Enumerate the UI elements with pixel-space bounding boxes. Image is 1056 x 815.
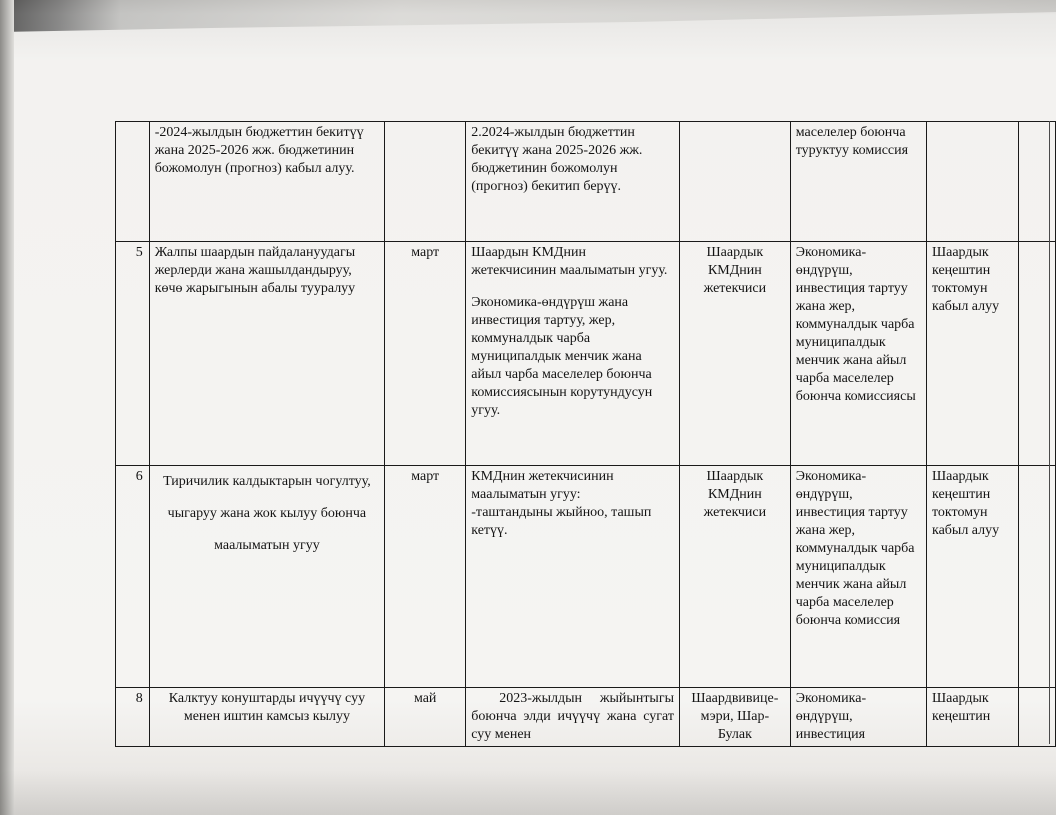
month-cell: март	[385, 466, 466, 688]
action-text-2: -таштандыны жыйноо, ташып кетүү.	[471, 505, 652, 538]
row-number: 8	[116, 688, 150, 747]
action-cell	[466, 466, 680, 688]
responsible-cell: Шаардвивице-мэри, Шар-Булак	[680, 688, 791, 747]
commission-cell: маселелер боюнча туруктуу комиссия	[790, 122, 926, 242]
responsible-cell	[680, 122, 791, 242]
scan-right-rule	[1049, 121, 1050, 744]
table-row	[116, 688, 1056, 747]
row-number: 5	[116, 242, 150, 466]
action-cell	[466, 688, 680, 747]
action-text: 2.2024-жылдын бюджеттин бекитүү жана 2025-2026 жж. бюджетинин божомолун (прогноз) бекитип берүү.	[471, 125, 643, 194]
plan-table	[115, 121, 1056, 747]
action-text: Шаардын КМДнин жетекчисинин маалыматын угуу.	[471, 245, 668, 278]
responsible-cell: Шаардык КМДнин жетекчиси	[680, 242, 791, 466]
month-cell	[385, 122, 466, 242]
action-text-2: Экономика-өндүрүш жана инвестиция тартуу, жер, коммуналдык чарба муниципалдык менчик жана айыл чарба маселелер боюнча комиссиясынын корутундусун угуу.	[471, 295, 653, 418]
responsible-cell: Шаардык КМДнин жетекчиси	[680, 466, 791, 688]
row-number	[116, 122, 150, 242]
commission-cell: Экономика-өндүрүш, инвестиция тартуу жана жер, коммуналдык чарба муниципалдык менчик жана айыл чарба маселелер боюнча комиссия	[790, 466, 926, 688]
scan-bottom-band	[0, 770, 1056, 815]
row-number: 6	[116, 466, 150, 688]
action-text: КМДнин жетекчисинин маалыматын угуу:	[471, 469, 614, 502]
commission-cell: Экономика-өндүрүш, инвестиция тартуу жана жер, коммуналдык чарба муниципалдык менчик жана айыл чарба маселелер боюнча комиссиясы	[790, 242, 926, 466]
scan-left-shadow	[0, 0, 14, 815]
table-row	[116, 122, 1056, 242]
result-cell: Шаардык кеңештин токтомун кабыл алуу	[926, 466, 1018, 688]
action-cell	[466, 122, 680, 242]
result-cell: Шаардык кеңештин токтомун кабыл алуу	[926, 242, 1018, 466]
topic-cell: -2024-жылдын бюджеттин бекитүү жана 2025-2026 жж. бюджетинин божомолун (прогноз) кабыл алуу.	[149, 122, 384, 242]
action-text: 2023-жылдын жыйынтыгы боюнча элди ичүүчү жана сугат суу менен	[471, 691, 674, 742]
month-cell: май	[385, 688, 466, 747]
result-cell	[926, 122, 1018, 242]
commission-cell: Экономика-өндүрүш, инвестиция	[790, 688, 926, 747]
action-cell	[466, 242, 680, 466]
table-row	[116, 242, 1056, 466]
month-cell: март	[385, 242, 466, 466]
topic-cell: Калктуу конуштарды ичүүчү суу менен иштин камсыз кылуу	[149, 688, 384, 747]
table-row	[116, 466, 1056, 688]
topic-cell: Жалпы шаардын пайдалануудагы жерлерди жана жашылдандыруу, көчө жарыгынын абалы тууралуу	[149, 242, 384, 466]
result-cell: Шаардык кеңештин	[926, 688, 1018, 747]
topic-cell: Тиричилик калдыктарын чогултуу, чыгаруу жана жок кылуу боюнча маалыматын угуу	[149, 466, 384, 688]
